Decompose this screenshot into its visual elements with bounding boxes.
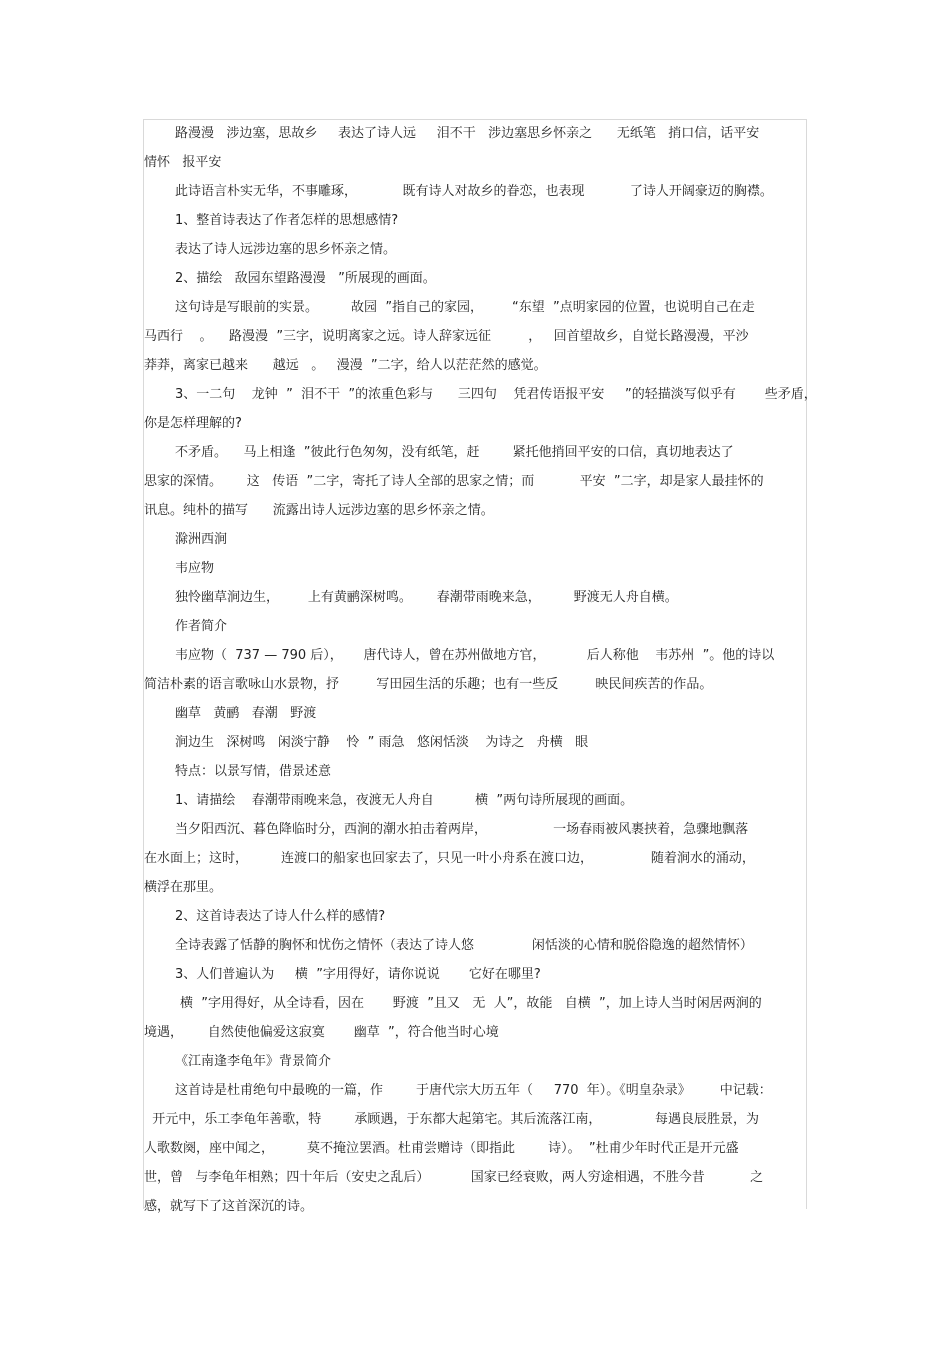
text-line: 讯息。纯朴的描写 流露出诗人远涉边塞的思乡怀亲之情。 bbox=[144, 503, 494, 518]
text-line: 横浮在那里。 bbox=[144, 880, 223, 895]
text-line: 当夕阳西沉、暮色降临时分，西涧的潮水拍击着两岸， 一场春雨被风裹挟着，急骤地飘落 bbox=[175, 822, 749, 837]
text-line: 感，就写下了这首深沉的诗。 bbox=[144, 1199, 314, 1214]
text-line: 韦应物 bbox=[175, 561, 215, 576]
document-body bbox=[144, 119, 817, 1221]
text-line: 不矛盾。 马上相逢 ”彼此行色匆匆，没有纸笔，赶 紧托他捎回平安的口信，真切地表达了 bbox=[175, 445, 734, 460]
text-line: 滁洲西涧 bbox=[175, 532, 228, 547]
text-line: 横 ”字用得好，从全诗看，因在 野渡 ”且又 无 人”，故能 自横 ”，加上诗人当时闲居两涧的 bbox=[180, 996, 762, 1011]
text-line: 思家的深情。 这 传语 ”二字，寄托了诗人全部的思家之情；而 平安 ”二字，却是家人最挂怀的 bbox=[144, 474, 764, 489]
text-line: 境遇， 自然使他偏爱这寂寞 幽草 ”，符合他当时心境 bbox=[144, 1025, 499, 1040]
text-line: 开元中，乐工李龟年善歌，特 承顾遇，于东都大起第宅。其后流落江南， 每遇良辰胜景，为 bbox=[144, 1112, 760, 1127]
text-line: 这句诗是写眼前的实景。 故园 ”指自己的家园， “东望 ”点明家园的位置，也说明自己在走 bbox=[175, 300, 755, 315]
text-line: 在水面上；这时， 连渡口的船家也回家去了，只见一叶小舟系在渡口边， 随着涧水的涌动， bbox=[144, 851, 755, 866]
text-line: 人歌数阕，座中闻之， 莫不掩泣罢酒。杜甫尝赠诗（即指此 诗）。 ”杜甫少年时代正是开元盛 bbox=[144, 1141, 739, 1156]
text-line: 莽莽，离家已越来 越远 。 漫漫 ”二字，给人以茫茫然的感觉。 bbox=[144, 358, 547, 373]
text-line: 此诗语言朴实无华，不事雕琢， 既有诗人对故乡的眷恋，也表现 了诗人开阔豪迈的胸襟。 bbox=[175, 184, 773, 199]
text-line: 作者简介 bbox=[175, 619, 228, 634]
text-line: 1、整首诗表达了作者怎样的思想感情? bbox=[175, 213, 399, 228]
text-line: 韦应物（ 737 — 790 后）， 唐代诗人，曾在苏州做地方官， 后人称他 韦苏州 ”。他的诗以 bbox=[175, 648, 775, 663]
text-line: 表达了诗人远涉边塞的思乡怀亲之情。 bbox=[175, 242, 397, 257]
text-line: 独怜幽草涧边生， 上有黄鹂深树鸣。 春潮带雨晚来急， 野渡无人舟自横。 bbox=[175, 590, 678, 605]
text-line: 情怀 报平安 bbox=[144, 155, 222, 170]
text-line: 路漫漫 涉边塞，思故乡 表达了诗人远 泪不干 涉边塞思乡怀亲之 无纸笔 捎口信，话平安 bbox=[175, 126, 760, 141]
text-line: 特点：以景写情，借景述意 bbox=[175, 764, 332, 779]
text-line: 世，曾 与李龟年相熟；四十年后（安史之乱后） 国家已经衰败，两人穷途相遇，不胜今昔 之 bbox=[144, 1170, 764, 1185]
text-line: 涧边生 深树鸣 闲淡宁静 怜 ” 雨急 悠闲恬淡 为诗之 舟横 眼 bbox=[175, 735, 589, 750]
text-line: 2、描绘 敌园东望路漫漫 ”所展现的画面。 bbox=[175, 271, 436, 286]
text-line: 你是怎样理解的? bbox=[144, 416, 242, 431]
text-line: 全诗表露了恬静的胸怀和忧伤之情怀（表达了诗人悠 闲恬淡的心情和脱俗隐逸的超然情怀） bbox=[175, 938, 753, 953]
text-line: 2、这首诗表达了诗人什么样的感情? bbox=[175, 909, 386, 924]
text-line: 3、一二句 龙钟 ” 泪不干 ”的浓重色彩与 三四句 凭君传语报平安 ”的轻描淡写似乎有 些矛盾， bbox=[175, 387, 817, 402]
text-line: 《江南逢李龟年》背景简介 bbox=[175, 1054, 332, 1069]
text-line: 简洁朴素的语言歌咏山水景物，抒 写田园生活的乐趣；也有一些反 映民间疾苦的作品。 bbox=[144, 677, 713, 692]
text-line: 马西行 。 路漫漫 ”三字，说明离家之远。诗人辞家远征 ， 回首望故乡，自觉长路漫漫，平沙 bbox=[144, 329, 749, 344]
text-line: 幽草 黄鹂 春潮 野渡 bbox=[175, 706, 317, 721]
text-line: 3、人们普遍认为 横 ”字用得好，请你说说 它好在哪里? bbox=[175, 967, 541, 982]
text-line: 这首诗是杜甫绝句中最晚的一篇，作 于唐代宗大历五年（ 770 年）。《明皇杂录》 中记载： bbox=[175, 1083, 772, 1098]
text-line: 1、请描绘 春潮带雨晚来急，夜渡无人舟自 横 ”两句诗所展现的画面。 bbox=[175, 793, 634, 808]
